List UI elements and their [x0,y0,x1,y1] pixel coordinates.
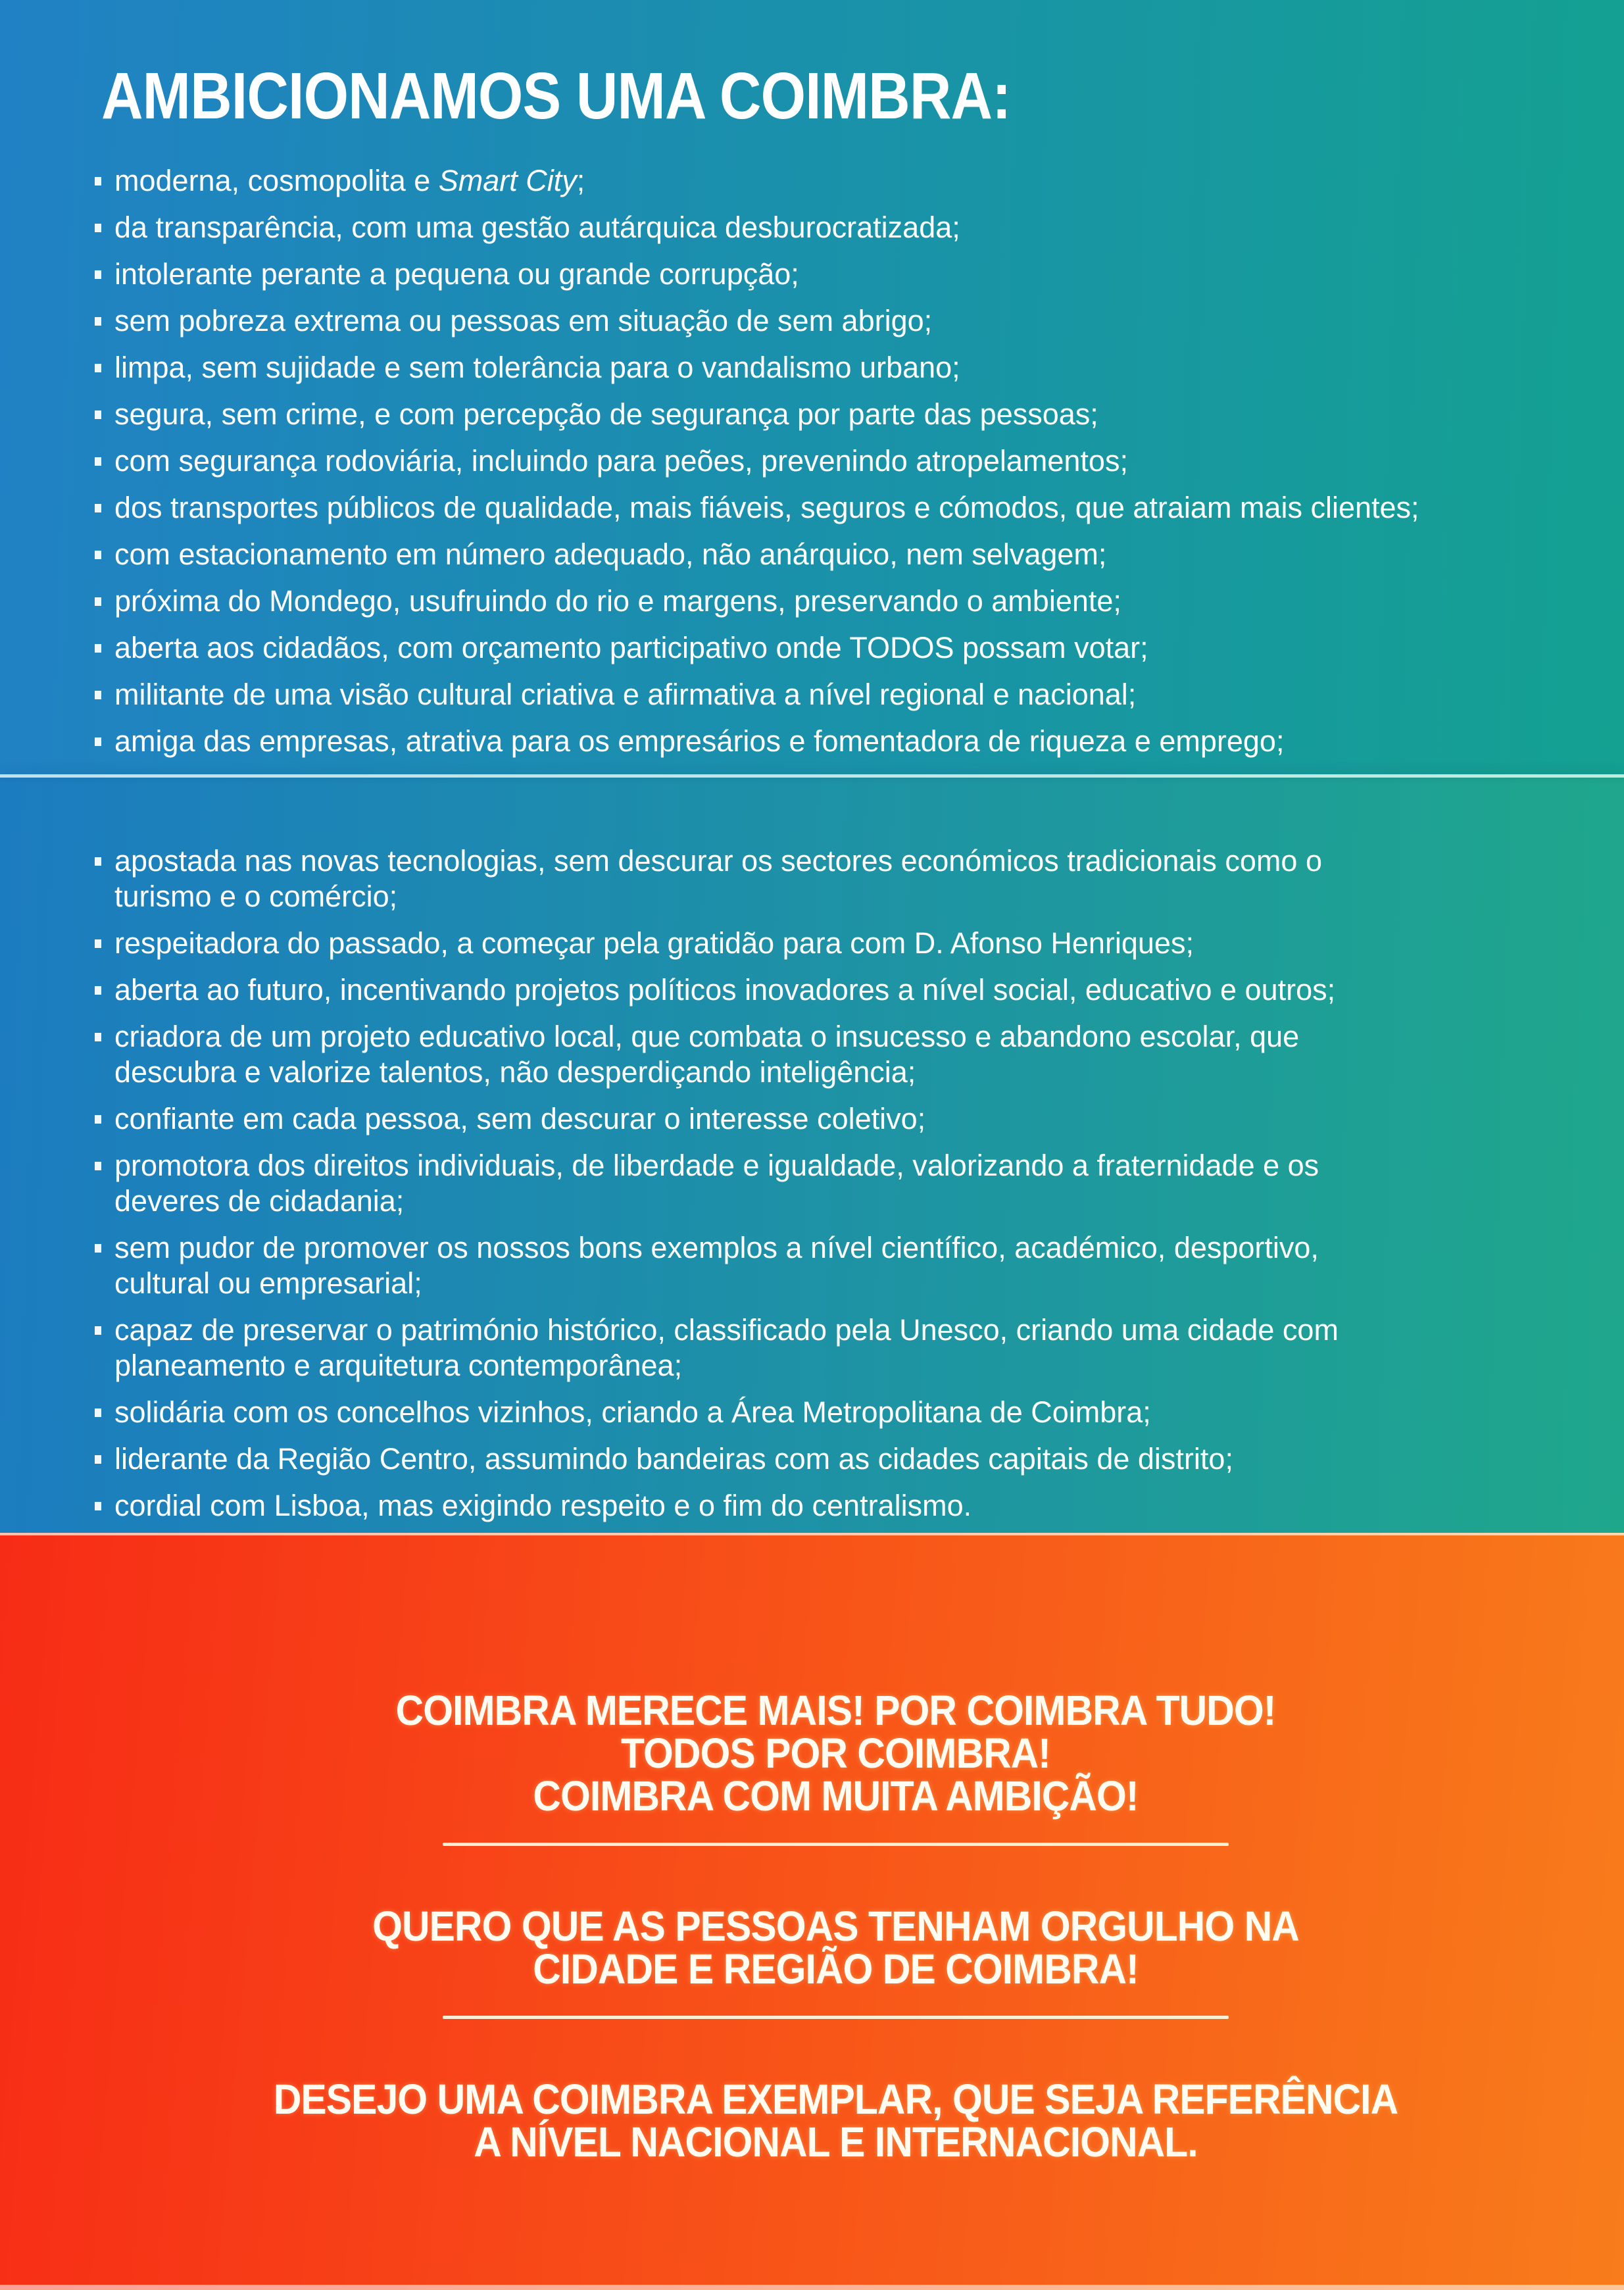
list-item-line: deveres de cidadania; [114,1184,405,1218]
section-ambitions-top [0,0,1624,774]
list-item-line: militante de uma visão cultural criativa e afirmativa a nível regional e nacional; [114,678,1137,711]
list-item [92,1230,1545,1301]
list-item [92,303,1545,339]
list-item [92,1395,1545,1430]
list-item-line: com segurança rodoviária, incluindo para peões, prevenindo atropelamentos; [114,444,1128,478]
list-item-line: apostada nas novas tecnologias, sem descurar os sectores económicos tradicionais como o [114,844,1322,878]
list-item-line: respeitadora do passado, a começar pela gratidão para com D. Afonso Henriques; [114,926,1194,960]
list-item-line: liderante da Região Centro, assumindo bandeiras com as cidades capitais de distrito; [114,1442,1233,1476]
list-item-line: planeamento e arquitetura contemporânea; [114,1349,683,1382]
slogan-line: QUERO QUE AS PESSOAS TENHAM ORGULHO NA [372,1903,1299,1950]
section-slogans [0,1533,1624,2290]
page-title: AMBICIONAMOS UMA COIMBRA: [101,59,1011,133]
list-item-line: da transparência, com uma gestão autárquica desburocratizada; [114,211,960,244]
divider-line [443,2016,1229,2019]
list-item-line: limpa, sem sujidade e sem tolerância para o vandalismo urbano; [114,351,960,384]
list-item-line: cordial com Lisboa, mas exigindo respeito e o fim do centralismo. [114,1489,972,1522]
list-item-line: capaz de preservar o património histórico, classificado pela Unesco, criando uma cidade com [114,1313,1339,1347]
list-item-line: cultural ou empresarial; [114,1266,422,1300]
list-item [92,397,1545,432]
list-item [92,584,1545,619]
list-item-line: amiga das empresas, atrativa para os empresários e fomentadora de riqueza e emprego; [114,724,1285,758]
list-item [92,1101,1545,1137]
list-item [92,1312,1545,1383]
slogan-block [0,1689,1624,2164]
list-item-line: sem pobreza extrema ou pessoas em situação de sem abrigo; [114,304,933,337]
list-item [92,677,1545,712]
slogan-group [47,2078,1624,2164]
list-item [92,843,1545,914]
list-item-line: sem pudor de promover os nossos bons exemplos a nível científico, académico, desportivo, [114,1231,1319,1264]
slogan-line: COIMBRA COM MUITA AMBIÇÃO! [533,1772,1139,1820]
slogan-line: TODOS POR COIMBRA! [621,1730,1050,1777]
list-item [92,490,1545,526]
list-item-line: confiante em cada pessoa, sem descurar o interesse coletivo; [114,1102,926,1135]
list-item-line: segura, sem crime, e com percepção de segurança por parte das pessoas; [114,397,1098,431]
list-item [92,443,1545,479]
list-item [92,630,1545,666]
list-item-line: moderna, cosmopolita e Smart City; [114,164,585,197]
list-item [92,972,1545,1008]
section-ambitions-middle [0,774,1624,1533]
list-item [92,724,1545,759]
list-item [92,926,1545,961]
slogan-group [47,1905,1624,1991]
list-item-line: dos transportes públicos de qualidade, mais fiáveis, seguros e cómodos, que atraiam mais clientes; [114,491,1419,524]
slogan-line: COIMBRA MERECE MAIS! POR COIMBRA TUDO! [395,1687,1276,1734]
list-item [92,163,1545,199]
list-item-line: solidária com os concelhos vizinhos, criando a Área Metropolitana de Coimbra; [114,1395,1151,1429]
list-item [92,1019,1545,1090]
list-item-line: com estacionamento em número adequado, não anárquico, nem selvagem; [114,537,1107,571]
list-item-line: promotora dos direitos individuais, de liberdade e igualdade, valorizando a fraternidade e os [114,1149,1319,1182]
list-item-line: aberta aos cidadãos, com orçamento participativo onde TODOS possam votar; [114,631,1148,664]
slogan-line: CIDADE E REGIÃO DE COIMBRA! [533,1945,1139,1993]
list-item [92,210,1545,245]
slogan-line: A NÍVEL NACIONAL E INTERNACIONAL. [474,2118,1198,2166]
slogan-group [47,1689,1624,1818]
divider-line [443,1843,1229,1846]
list-item-line: aberta ao futuro, incentivando projetos políticos inovadores a nível social, educativo e outros; [114,973,1336,1007]
list-item [92,537,1545,572]
list-item [92,1441,1545,1477]
list-item [92,350,1545,386]
slogan-line: DESEJO UMA COIMBRA EXEMPLAR, QUE SEJA REFERÊNCIA [273,2076,1398,2123]
list-item-line: próxima do Mondego, usufruindo do rio e margens, preservando o ambiente; [114,584,1121,618]
list-item [92,257,1545,292]
list-item-line: intolerante perante a pequena ou grande corrupção; [114,257,799,291]
list-item [92,1148,1545,1219]
ambitions-list-middle [92,843,1545,1524]
list-item [92,1488,1545,1524]
list-item-line: criadora de um projeto educativo local, que combata o insucesso e abandono escolar, que [114,1020,1300,1053]
list-item-line: descubra e valorize talentos, não desperdiçando inteligência; [114,1055,916,1089]
list-item-line: turismo e o comércio; [114,880,398,913]
ambitions-list-top [92,163,1545,759]
